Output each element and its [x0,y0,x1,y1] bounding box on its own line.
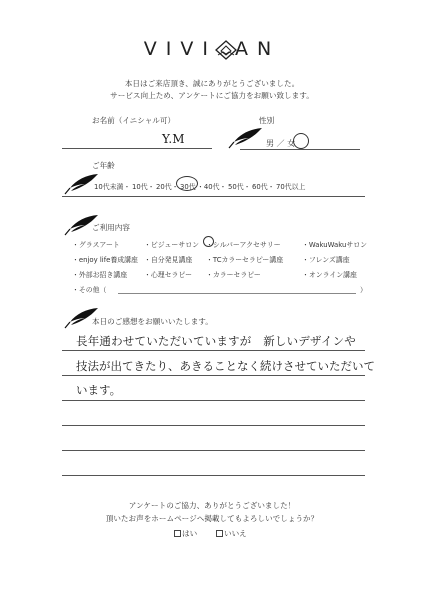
age-label: ご年齢 [92,161,115,170]
usage-option-silver-accessory[interactable]: ・シルバーアクセサリー [206,241,281,249]
quill-icon [228,126,264,150]
usage-option-psych-therapy[interactable]: ・心理セラピー [144,271,192,279]
impression-rule-3 [62,400,365,401]
logo-text-right: AN [234,38,281,60]
age-option-60s[interactable]: 60代・ [252,183,275,191]
consent-no[interactable] [216,528,247,539]
age-option-30s[interactable]: 30代 [180,183,196,191]
usage-other-input[interactable] [118,293,356,294]
age-underline [62,196,365,197]
gender-options[interactable]: 男 ／ 女 [266,139,296,148]
usage-option-glass-art[interactable]: ・グラスアート [72,241,120,249]
impression-rule-1 [62,350,365,351]
impression-rule-6 [62,475,365,476]
usage-selected-mark [203,236,214,247]
usage-option-other: ・その他（ [72,286,107,294]
consent-no-label: いいえ [224,529,247,538]
impression-label: 本日のご感想をお願いいたします。 [92,317,213,326]
consent-yes-label: はい [182,529,198,538]
usage-option-enjoy-life[interactable]: ・enjoy life養成講座 [72,256,138,264]
age-selected-circle [176,176,198,191]
usage-option-color-therapy[interactable]: ・カラーセラピー [206,271,261,279]
logo-text-left: VIVI [143,38,217,60]
checkbox-yes[interactable] [174,530,181,537]
impression-line-2: 技法が出てきたり、あきることなく続けさせていただいて [76,359,375,373]
impression-line-3: います。 [76,383,122,397]
usage-option-tc-color-course[interactable]: ・TCカラーセラピー講座 [206,256,284,264]
name-label: お名前（イニシャル可） [92,116,176,125]
footer-thanks: アンケートのご協力、ありがとうございました！ [128,501,296,510]
usage-option-self-discovery[interactable]: ・自分発見講座 [144,256,193,264]
usage-label: ご利用内容 [92,223,130,232]
age-option-70plus[interactable]: 70代以上 [276,183,306,191]
age-option-under10[interactable]: 10代未満・ [94,183,131,191]
intro-line-2: サービス向上ため、アンケートにご協力をお願い致します。 [110,91,314,100]
age-option-20s[interactable]: 20代・ [156,183,179,191]
name-underline [62,148,212,149]
brand-logo [0,38,424,60]
usage-option-bijou-salon[interactable]: ・ビジューサロン [144,241,199,249]
usage-option-wakuwaku-salon[interactable]: ・WakuWakuサロン [302,241,368,249]
impression-rule-5 [62,450,365,451]
age-option-40s[interactable]: ・40代・ [197,183,227,191]
checkbox-no[interactable] [216,530,223,537]
usage-option-guest-course[interactable]: ・外部お招き講座 [72,271,128,279]
usage-option-online-course[interactable]: ・オンライン講座 [302,271,357,279]
age-option-10s[interactable]: 10代・ [132,183,155,191]
impression-line-1: 長年通わせていただいていますが 新しいデザインや [76,334,356,348]
diamond-logo-icon [215,40,237,60]
usage-option-friends-course[interactable]: ・フレンズ講座 [302,256,350,264]
gender-underline [240,149,360,150]
gender-label: 性別 [259,116,275,125]
footer-question: 頂いたお声をホームページへ掲載してもよろしいでしょうか？ [105,514,319,523]
consent-yes[interactable] [174,528,197,539]
gender-selected-circle [293,133,309,149]
name-value[interactable]: Y.M [162,132,185,146]
impression-rule-4 [62,425,365,426]
usage-other-close: ） [360,286,367,294]
intro-line-1: 本日はご来店頂き、誠にありがとうございました。 [124,79,300,88]
quill-icon [64,213,100,237]
impression-rule-2 [62,375,365,376]
age-option-50s[interactable]: 50代・ [228,183,251,191]
